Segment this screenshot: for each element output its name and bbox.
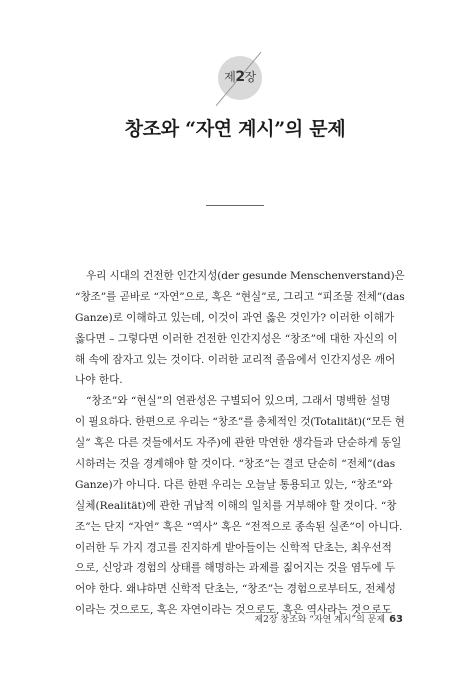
page-footer: [254, 612, 403, 625]
chapter-title: 창조와 “자연 계시”의 문제: [124, 118, 346, 140]
running-head: 제2장 창조와 “자연 계시”의 문제: [254, 615, 386, 625]
chapter-prefix: 제: [224, 70, 236, 84]
body-line: 해 속에 잠자고 있는 것이다. 이러한 교리적 졸음에서 인간지성은 깨어: [75, 353, 396, 366]
body-line: 나야 한다.: [75, 374, 123, 387]
body-line: Ganze)가 아니다. 다른 한편 우리는 오늘날 통용되고 있는, “창조”와: [75, 478, 393, 491]
body-line: 이 필요하다. 한편으로 우리는 “창조”를 총체적인 것(Totalität)(“모든 현: [75, 416, 405, 429]
body-line: 실체(Realität)에 관한 귀납적 이해의 일치를 거부해야 할 것이다. “창: [75, 499, 397, 512]
page-number: 63: [389, 614, 403, 625]
chapter-suffix: 장: [244, 70, 256, 84]
chapter-badge: [210, 48, 270, 108]
body-line: 실” 혹은 다른 것들에서도 자주)에 관한 막연한 생각들과 단순하게 동일: [75, 437, 402, 450]
body-line: 으로, 신앙과 경험의 상태를 해명하는 과제를 짊어지는 것을 염두에 두: [75, 562, 396, 575]
body-line: “창조”와 “현실”의 연관성은 구별되어 있으며, 그래서 명백한 설명: [86, 395, 391, 408]
body-line: 시하려는 것을 경계해야 할 것이다. “창조”는 결코 단순히 “전체”(das: [75, 458, 396, 471]
body-line: 옳다면 – 그렇다면 이러한 건전한 인간지성은 “창조”에 대한 자신의 이: [75, 332, 398, 345]
body-line: 조”는 단지 “자연” 혹은 “역사” 혹은 “전적으로 종속된 실존”이 아니다.: [75, 520, 403, 533]
title-divider: [206, 205, 264, 206]
body-line: 우리 시대의 건전한 인간지성(der gesunde Menschenverstand)은: [86, 270, 405, 282]
body-line: 어야 한다. 왜냐하면 신학적 단초는, “창조”는 경험으로부터도, 전체성: [75, 583, 396, 596]
body-line: “창조”를 곧바로 “자연”으로, 혹은 “현실”로, 그리고 “피조물 전체”(das: [75, 290, 405, 303]
chapter-number: 2: [235, 69, 245, 85]
body-line: 이라는 것으로도, 혹은 자연이라는 것으로도, 혹은 역사라는 것으로도: [75, 604, 392, 617]
body-text: [75, 266, 405, 621]
body-line: Ganze)로 이해하고 있는데, 이것이 과연 옳은 것인가? 이러한 이해가: [75, 311, 395, 324]
body-line: 이러한 두 가지 경고를 진지하게 받아들이는 신학적 단초는, 최우선적: [75, 541, 392, 554]
chapter-label: [210, 68, 270, 85]
